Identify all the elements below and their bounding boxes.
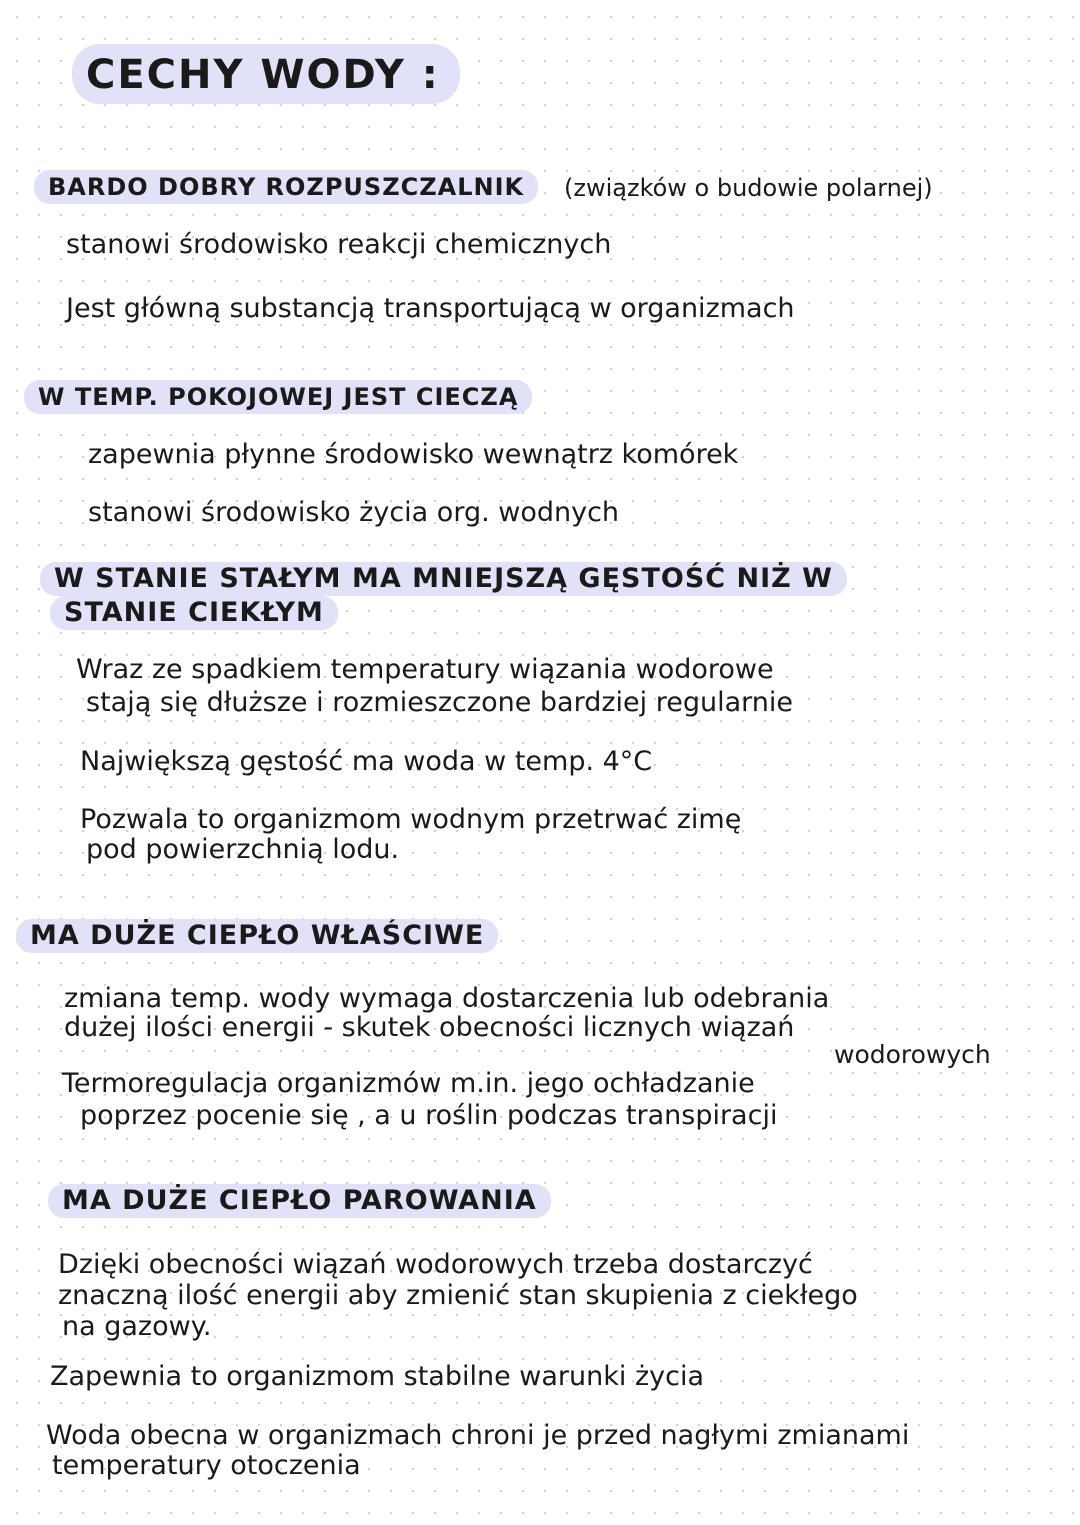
section-heading-density	[40, 562, 847, 630]
note-line: Woda obecna w organizmach chroni je przed nagłymi zmianami	[46, 1420, 910, 1451]
section-heading-line-2: STANIE CIEKŁYM	[50, 596, 338, 630]
note-line: Największą gęstość ma woda w temp. 4°C	[80, 746, 653, 777]
note-line: wodorowych	[834, 1040, 991, 1069]
note-line: stają się dłuższe i rozmieszczone bardziej regularnie	[86, 687, 793, 718]
note-line: Wraz ze spadkiem temperatury wiązania wodorowe	[76, 654, 774, 685]
section-heading-liquid: W TEMP. POKOJOWEJ JEST CIECZĄ	[24, 380, 532, 414]
note-line: dużej ilości energii - skutek obecności licznych wiązań	[64, 1012, 795, 1043]
note-line: Pozwala to organizmom wodnym przetrwać zimę	[80, 804, 742, 835]
note-line: poprzez pocenie się , a u roślin podczas transpiracji	[80, 1100, 778, 1131]
page-title: CECHY WODY :	[72, 44, 460, 104]
section-heading-line-1: W STANIE STAŁYM MA MNIEJSZĄ GĘSTOŚĆ NIŻ W	[40, 562, 847, 596]
section-heading-text: BARDO DOBRY ROZPUSZCZALNIK	[48, 173, 525, 201]
section-heading-vaporization: MA DUŻE CIEPŁO PAROWANIA	[48, 1184, 551, 1218]
note-line: Dzięki obecności wiązań wodorowych trzeba dostarczyć	[58, 1249, 813, 1280]
note-line: stanowi środowisko życia org. wodnych	[88, 497, 620, 528]
note-line: zmiana temp. wody wymaga dostarczenia lub odebrania	[64, 983, 830, 1014]
note-line: stanowi środowisko reakcji chemicznych	[66, 229, 612, 260]
note-line: pod powierzchnią lodu.	[86, 834, 400, 865]
section-heading-specific-heat: MA DUŻE CIEPŁO WŁAŚCIWE	[16, 919, 498, 953]
note-line: Termoregulacja organizmów m.in. jego ochładzanie	[62, 1068, 755, 1099]
note-line: Zapewnia to organizmom stabilne warunki życia	[50, 1361, 704, 1392]
note-line: temperatury otoczenia	[52, 1450, 361, 1481]
section-heading-note: (związków o budowie polarnej)	[564, 174, 933, 202]
note-line: na gazowy.	[62, 1311, 212, 1342]
note-line: zapewnia płynne środowisko wewnątrz komórek	[88, 439, 739, 470]
section-heading-solvent	[34, 170, 538, 204]
note-line: znaczną ilość energii aby zmienić stan skupienia z ciekłego	[58, 1280, 858, 1311]
note-line: Jest główną substancją transportującą w organizmach	[66, 293, 795, 324]
